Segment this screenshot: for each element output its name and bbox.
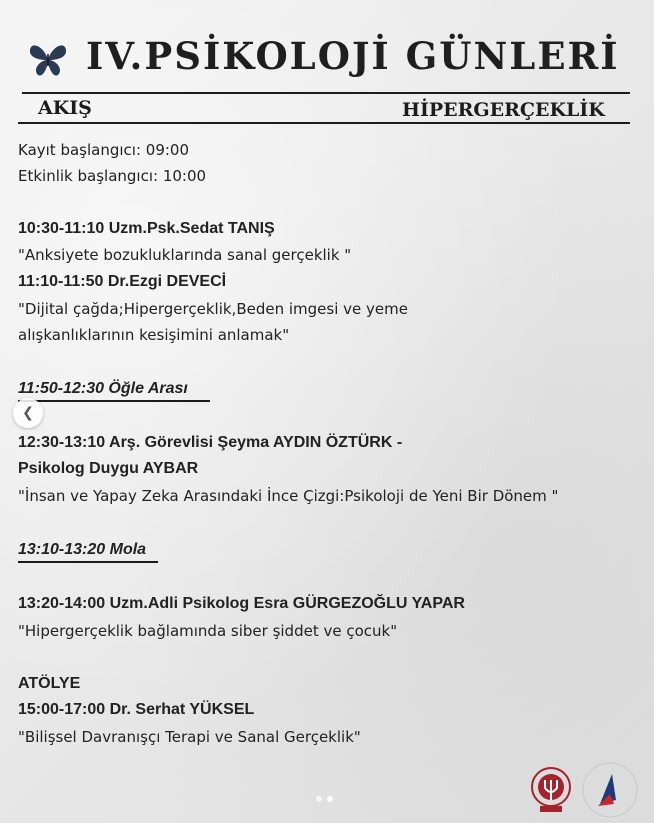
chevron-left-icon: ❮ — [22, 405, 34, 421]
session-3-time-speaker-line2: Psikolog Duygu AYBAR — [18, 460, 199, 477]
session-4-topic: "Hipergerçeklik bağlamında siber şiddet ve çocuk" — [18, 622, 398, 640]
header-bottom-line — [18, 122, 630, 124]
section-akis: AKIŞ — [38, 97, 92, 119]
carousel-dots — [316, 796, 333, 802]
session-2-time-speaker: 11:10-11:50 Dr.Ezgi DEVECİ — [18, 273, 227, 290]
header-top-line — [22, 92, 630, 94]
short-break-underline — [18, 561, 158, 563]
workshop-label: ATÖLYE — [18, 675, 81, 692]
page-title: IV.PSİKOLOJİ GÜNLERİ — [86, 34, 620, 78]
short-break-title: 13:10-13:20 Mola — [18, 541, 147, 558]
psychology-club-logo — [530, 766, 572, 814]
event-start-text: Etkinlik başlangıcı: 10:00 — [18, 167, 207, 185]
session-4-time-speaker: 13:20-14:00 Uzm.Adli Psikolog Esra GÜRGEZOĞLU YAPAR — [18, 595, 465, 612]
workshop-topic: "Bilişsel Davranışçı Terapi ve Sanal Gerçeklik" — [18, 728, 361, 746]
registration-text: Kayıt başlangıcı: 09:00 — [18, 141, 190, 159]
university-logo — [580, 760, 640, 820]
session-2-topic-line2: alışkanlıklarının kesişimini anlamak" — [18, 326, 290, 344]
workshop-time-speaker: 15:00-17:00 Dr. Serhat YÜKSEL — [18, 701, 255, 718]
session-3-time-speaker-line1: 12:30-13:10 Arş. Görevlisi Şeyma AYDIN ÖZTÜRK - — [18, 434, 403, 451]
lunch-break-title: 11:50-12:30 Öğle Arası — [18, 380, 188, 397]
session-3-topic: "İnsan ve Yapay Zeka Arasındaki İnce Çizgi:Psikoloji de Yeni Bir Dönem " — [18, 487, 559, 505]
carousel-prev-button[interactable] — [13, 398, 43, 428]
session-2-topic-line1: "Dijital çağda;Hipergerçeklik,Beden imgesi ve yeme — [18, 300, 408, 318]
session-1-time-speaker: 10:30-11:10 Uzm.Psk.Sedat TANIŞ — [18, 220, 275, 237]
butterfly-icon — [28, 40, 68, 78]
carousel-dot[interactable] — [316, 796, 322, 802]
session-1-topic: "Anksiyete bozukluklarında sanal gerçeklik " — [18, 246, 352, 264]
section-hipergerceklik: HİPERGERÇEKLİK — [402, 99, 605, 121]
lunch-break-underline — [18, 400, 210, 402]
carousel-dot-active[interactable] — [327, 796, 333, 802]
